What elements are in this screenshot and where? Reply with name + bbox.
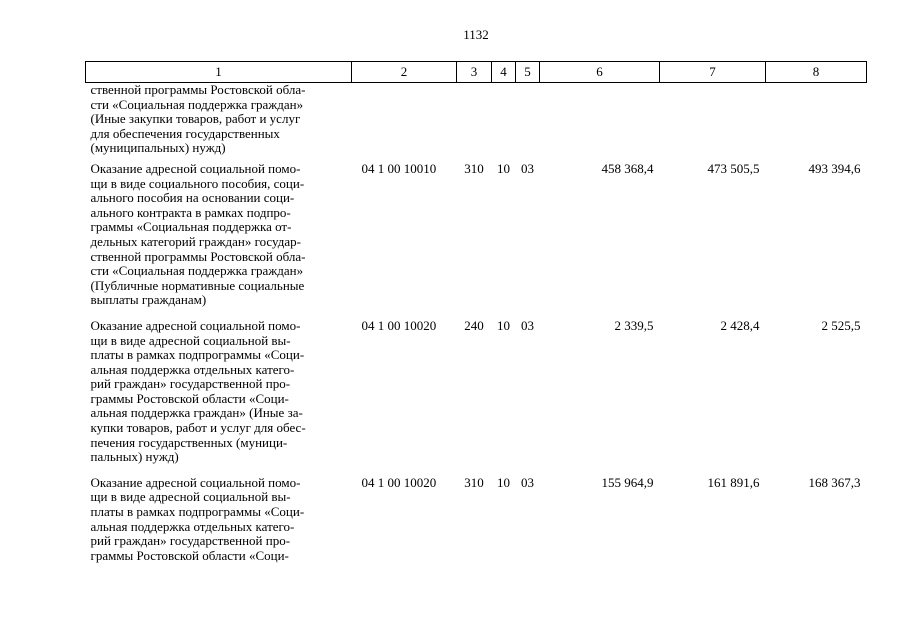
column-header-row <box>86 62 867 83</box>
description-line: платы в рамках подпрограммы «Соци- <box>90 504 305 520</box>
description-line: сти «Социальная поддержка граждан» <box>90 263 304 279</box>
description-line: Оказание адресной социальной помо- <box>90 317 301 333</box>
amount-col-6: 155 964,9 <box>601 474 654 490</box>
description-line: ального контракта в рамках подпро- <box>90 204 291 220</box>
description-line: (муниципальных) нужд) <box>90 140 226 156</box>
description-line: дельных категорий граждан» государ- <box>90 233 301 249</box>
amount-col-7: 161 891,6 <box>707 474 760 490</box>
description-line: Оказание адресной социальной помо- <box>90 474 301 490</box>
expense-type: 310 <box>464 160 484 176</box>
subsection-code: 03 <box>521 160 534 176</box>
description-line: ального пособия на основании соци- <box>90 190 295 206</box>
description-line: выплаты гражданам) <box>90 292 207 308</box>
table-row <box>86 313 867 470</box>
description-line: купки товаров, работ и услуг для обес- <box>90 420 306 436</box>
amount-col-8: 168 367,3 <box>808 474 861 490</box>
section-code: 10 <box>497 317 510 333</box>
column-header-8: 8 <box>766 62 867 83</box>
column-header-6: 6 <box>540 62 660 83</box>
description-line: для обеспечения государственных <box>90 125 280 141</box>
description-line: (Публичные нормативные социальные <box>90 277 305 293</box>
amount-col-8: 493 394,6 <box>808 160 861 176</box>
description-line: щи в виде социального пособия, соци- <box>90 175 305 191</box>
continuation-description <box>86 83 352 156</box>
description-line: сти «Социальная поддержка граждан» <box>90 96 304 112</box>
description-line: ственной программы Ростовской обла- <box>90 82 306 97</box>
amount-col-6: 2 339,5 <box>614 317 654 333</box>
description-line: пальных) нужд) <box>90 449 179 465</box>
description-line: граммы «Социальная поддержка от- <box>90 219 292 235</box>
expense-type: 310 <box>464 474 484 490</box>
description-line: рий граждан» государственной про- <box>90 533 291 549</box>
expense-type: 240 <box>464 317 484 333</box>
description-line: ственной программы Ростовской обла- <box>90 248 306 264</box>
column-header-2: 2 <box>352 62 457 83</box>
target-code: 04 1 00 10020 <box>361 474 437 490</box>
description-line: щи в виде адресной социальной вы- <box>90 332 291 348</box>
amount-col-7: 473 505,5 <box>707 160 760 176</box>
section-code: 10 <box>497 160 510 176</box>
amount-col-6: 458 368,4 <box>601 160 654 176</box>
description-line: граммы Ростовской области «Соци- <box>90 547 289 563</box>
target-code: 04 1 00 10010 <box>361 160 437 176</box>
description-line: рий граждан» государственной про- <box>90 376 291 392</box>
subsection-code: 03 <box>521 317 534 333</box>
target-code: 04 1 00 10020 <box>361 317 437 333</box>
section-code: 10 <box>497 474 510 490</box>
row-description <box>86 156 352 313</box>
amount-col-7: 2 428,4 <box>720 317 760 333</box>
table-row <box>86 470 867 569</box>
row-description <box>86 470 352 569</box>
description-line: альная поддержка отдельных катего- <box>90 518 295 534</box>
description-line: альная поддержка отдельных катего- <box>90 361 295 377</box>
subsection-code: 03 <box>521 474 534 490</box>
description-line: печения государственных (муници- <box>90 434 288 450</box>
page-number: 1132 <box>463 27 489 42</box>
column-header-3: 3 <box>457 62 492 83</box>
description-line: (Иные закупки товаров, работ и услуг <box>90 111 301 127</box>
description-line: платы в рамках подпрограммы «Соци- <box>90 347 305 363</box>
amount-col-8: 2 525,5 <box>821 317 861 333</box>
description-line: щи в виде адресной социальной вы- <box>90 489 291 505</box>
description-line: альная поддержка граждан» (Иные за- <box>90 405 303 421</box>
column-header-4: 4 <box>492 62 516 83</box>
column-header-7: 7 <box>660 62 766 83</box>
continuation-row <box>86 83 867 156</box>
budget-table <box>85 61 867 568</box>
table-row <box>86 156 867 313</box>
row-description <box>86 313 352 470</box>
description-line: Оказание адресной социальной помо- <box>90 160 301 176</box>
description-line: граммы Ростовской области «Соци- <box>90 390 289 406</box>
column-header-1: 1 <box>86 62 352 83</box>
column-header-5: 5 <box>516 62 540 83</box>
